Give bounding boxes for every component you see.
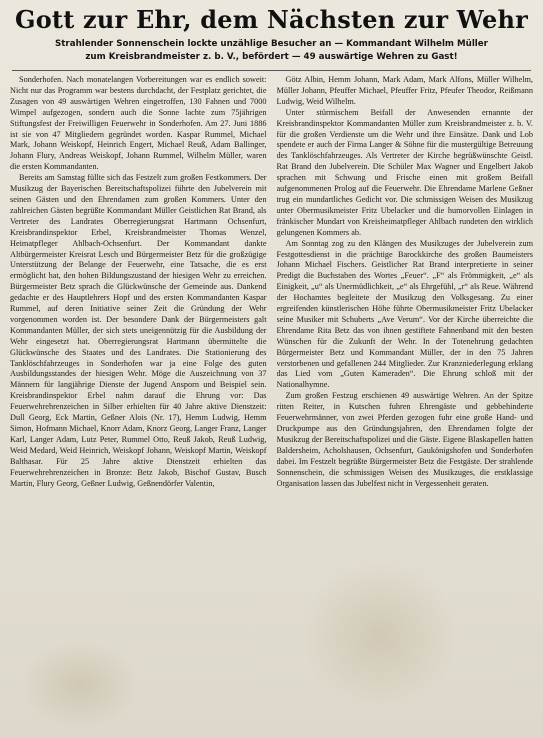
- left-column: [10, 75, 267, 715]
- left-paragraph: Bereits am Samstag füllte sich das Festzelt zum großen Festkommers. Der Musikzug der Bayerischen Bereitschaftspolizei führte den Jubelverein mit seinen Gästen und den Ehrendamen zum großen Kommers. Unter den zahlreichen Gästen begrüßte Kommandant Müller Geistlichen Rat Brand, als Vertreter des Landrates Oberregierungsrat Hartmann Ochsenfurt, Kreisbrandinspektor Erbel, Kreisbrandmeister Thomas Wenzel, Heimatpfleger Ahlbach-Ochsenfurt. Der Kommandant dankte Altbürgermeister Kreisrat Lesch und Bürgermeister Betz für die großzügige Unterstützung der Belange der Feuerwehr, eine Tatsache, die es erst ermöglicht hat, den hohen Bildungszustand der hiesigen Wehr zu erreichen. Bürgermeister Betz sprach die Glückwünsche der Gemeinde aus. Dankend gedachte er des Hauptlehrers Hopf und des ersten Kommandanten Kaspar Rummel, auf deren Initiative seiner Zeit die Gründung der Wehr vorgenommen worden ist. Der besondere Dank der Bürgermeisters galt Kommandanten Müller, der sich stets uneigennützig für die Ausbildung der Wehr eingesetzt hat. Oberregierungsrat Hartmann übermittelte die Glückwünsche des Staates und des Landrates. Die Stationierung des Tanklöschfahrzeuges in Sonderhofen war ja eine Folge des guten Ausbildungsstandes der hiesigen Wehr. Möge die Auszeichnung von 37 Männern für langjährige Dienste der Jugend Ansporn und Beispiel sein. Kreisbrandinspektor Erbel nahm darauf die Ehrung vor: Das Feuerwehrehrenzeichen in Silber erhielten für 40 Jahre aktive Dienstzeit: Dull Georg, Eck Martin, Geßner Alois (Nr. 17), Hemm Ludwig, Hemm Simon, Hofmann Michael, Knorr Adam, Knorz Georg, Langer Franz, Langer Karl, Langer Adam, Lutz Peter, Rummel Otto, Reuß Jakob, Reuß Ludwig, Weid Medard, Weid Heinrich, Weiskopf Johann, Weiskopf Martin, Weiskopf Balthasar. Für 25 Jahre aktive Dienstzeit erhielten das Feuerwehrehrenzeichen in Bronze: Betz Jakob, Bischof Gustav, Busch Martin, Flury Georg, Geßner Ludwig, Geßnendörfer Valentin,: [10, 173, 267, 488]
- divider: [12, 70, 531, 71]
- subheadline: [18, 38, 525, 64]
- right-paragraph: Unter stürmischem Beifall der Anwesenden ernannte der Kreisbrandinspektor Kommandanten Müller zum Kreisbrandmeister z. b. V. für die großen Verdienste um die Wehr und ihre Einsätze. Dank und Lob spendete er auch der Firma Langer & Söhne für die mustergültige Betreuung des Tanklöschfahrzeuges. Als Vertreter der Kirche begrüßwünschte Geistl. Rat Brand den Jubelverein. Die Schüler Max Wagner und Engelbert Jakob sprachen mit Schwung und Frische einen mit großem Beifall aufgenommenen Prolog auf die Feuerwehr. Die Ehrendame Marlene Geßner trug ein mundartliches Gedicht vor. Die schmissigen Weisen des Musikzug unter Obermusikmeister Fritz Ubelacker und die humorvollen Einlagen in fränkischer Mundart von Kreisheimatpfleger Ahlbach rundeten den wirklich gelungenen Kommers ab.: [276, 107, 533, 237]
- right-paragraph: Am Sonntag zog zu den Klängen des Musikzuges der Jubelverein zum Festgottesdienst in die prächtige Barockkirche des großen Baumeisters Johann Michael Fischers. Geistlicher Rat Brand interpretierte in seiner Predigt die Buchstaben des Wortes „Feuer“. „F“ als Frömmigkeit, „e“ als Einigkeit, „u“ als Unermüdlichkeit, „e“ als Ehrgefühl, „r“ als Reue. Während der Hochamtes begleitete der Musikzug den Volksgesang. Zu einer ergreifenden künstlerischen Höhe führte Obermusikmeister Fritz Ubelacker seine Musiker mit Schuberts „Ave Verum“. Vor der Kirche überreichte die Ehrendame Rita Betz das von ihnen gestiftete Fahnenband mit den besten Wünschen für die Zukunft der Wehr. In der Totenehrung gedachten Bürgermeister Betz und Kommandant Müller, der in den 75 Jahren verstorbenen und gefallenen 244 Mitglieder. Zur Kranzniederlegung erklang das Lied vom „Guten Kameraden“. Die Ehrung schloß mit der Nationalhymne.: [276, 238, 533, 390]
- subhead-line-1: Strahlender Sonnenschein lockte unzählige Besucher an — Kommandant Wilhelm Müller: [55, 39, 488, 49]
- left-paragraph: Sonderhofen. Nach monatelangen Vorbereitungen war es endlich soweit: Nicht nur das Programm war bestens durchdacht, der Festplatz gerichtet, die Zusagen von 49 auswärtigen Wehren eingetroffen, 130 Fahnen und 7000 Wimpel aufgezogen, sondern auch die Sonne lachte zum 75jährigen Stiftungsfest der Freiwilligen Feuerwehr in Sonderhofen. Am 27. Juni 1886 ist sie von 47 Mitgliedern gegründet worden. Kaspar Rummel, Michael Mark, Johann Weiskopf, Heinrich Engert, Michael Reuß, Adam Ballinger, Johann Flury, Andreas Weiskopf, Johann Rummel, Wilhelm Müller, waren die ersten Kommandanten.: [10, 75, 267, 172]
- right-paragraph: Zum großen Festzug erschienen 49 auswärtige Wehren. An der Spitze ritten Reiter, in Kutschen fuhren Ehrengäste und gebbehinderte Feuerwehrmänner, von zwei Pferden gezogen fuhr eine große Hand- und Druckpumpe aus den Gründungsjahren, den Ehrendamen folgte der Musikzug der Bereitschaftspolizei und die Gäste. Eigene Blaskapellen hatten Baldersheim, Acholshausen, Ochsenfurt, Gaukönigshofen und Sonderhofen dabei. Im Festzelt begrüßte Bürgermeister Betz die Festgäste. Der strahlende Sonnenschein, die schmissigen Weisen des Musikzuges, die erstklassige Organisation lassen das Jubelfest nicht in Vergessenheit geraten.: [276, 391, 533, 488]
- right-paragraph: Götz Albin, Hemm Johann, Mark Adam, Mark Alfons, Müller Wilhelm, Müller Johann, Pfeuffer Michael, Pfeuffer Fritz, Pfeufer Theodor, Reißmann Ludwig, Weid Wilhelm.: [276, 75, 533, 106]
- subhead-line-2: zum Kreisbrandmeister z. b. V., befördert — 49 auswärtige Wehren zu Gast!: [85, 52, 458, 62]
- article-body: [10, 75, 533, 715]
- headline: Gott zur Ehr, dem Nächsten zur Wehr: [15, 5, 528, 34]
- right-column: [277, 75, 534, 715]
